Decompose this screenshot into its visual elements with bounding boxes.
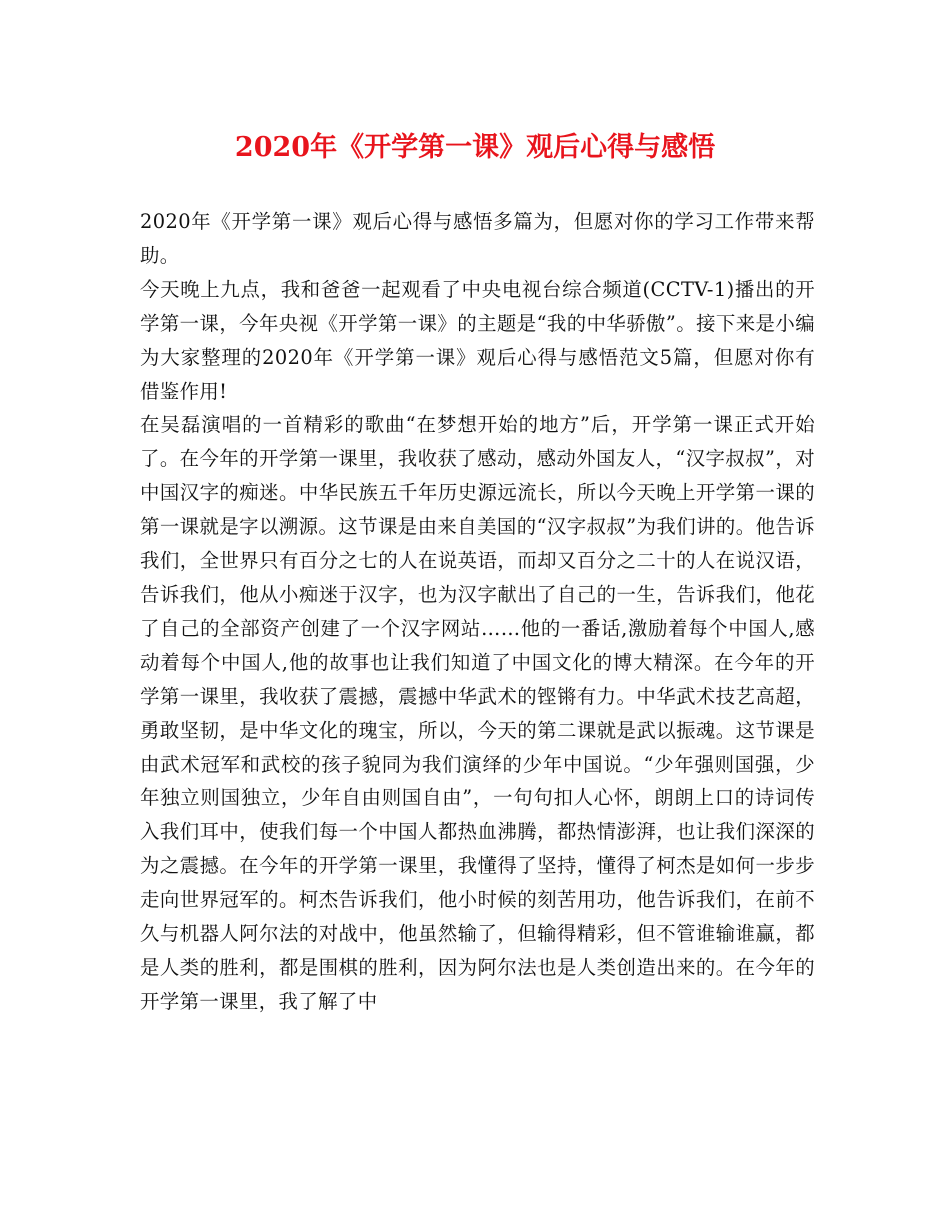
document-body [140,205,815,1019]
paragraph-intro: 2020年《开学第一课》观后心得与感悟多篇为，但愿对你的学习工作带来帮助。 [140,210,815,267]
paragraph-main: 在吴磊演唱的一首精彩的歌曲“在梦想开始的地方”后，开学第一课正式开始了。在今年的开学第一课里，我收获了感动，感动外国友人，“汉字叔叔”，对中国汉字的痴迷。中华民族五千年历史源远流长，所以今天晚上开学第一课的第一课就是字以溯源。这节课是由来自美国的“汉字叔叔”为我们讲的。他告诉我们，全世界只有百分之七的人在说英语，而却又百分之二十的人在说汉语，告诉我们，他从小痴迷于汉字，也为汉字献出了自己的一生，告诉我们，他花了自己的全部资产创建了一个汉字网站……他的一番话,激励着每个中国人,感动着每个中国人,他的故事也让我们知道了中国文化的博大精深。在今年的开学第一课里，我收获了震撼，震撼中华武术的铿锵有力。中华武术技艺高超，勇敢坚韧，是中华文化的瑰宝，所以，今天的第二课就是武以振魂。这节课是由武术冠军和武校的孩子貌同为我们演绎的少年中国说。“少年强则国强，少年独立则国独立，少年自由则国自由”，一句句扣人心怀，朗朗上口的诗词传入我们耳中，使我们每一个中国人都热血沸腾，都热情澎湃，也让我们深深的为之震撼。在今年的开学第一课里，我懂得了坚持，懂得了柯杰是如何一步步走向世界冠军的。柯杰告诉我们，他小时候的刻苦用功，他告诉我们，在前不久与机器人阿尔法的对战中，他虽然输了，但输得精彩，但不管谁输谁赢，都是人类的胜利，都是围棋的胜利，因为阿尔法也是人类创造出来的。在今年的开学第一课里，我了解了中 [140,413,815,1013]
paragraph-background: 今天晚上九点，我和爸爸一起观看了中央电视台综合频道(CCTV-1)播出的开学第一课，今年央视《开学第一课》的主题是“我的中华骄傲”。接下来是小编为大家整理的2020年《开学第一课》观后心得与感悟范文5篇，但愿对你有借鉴作用! [140,277,815,403]
document-title: 2020年《开学第一课》观后心得与感悟 [234,132,716,163]
